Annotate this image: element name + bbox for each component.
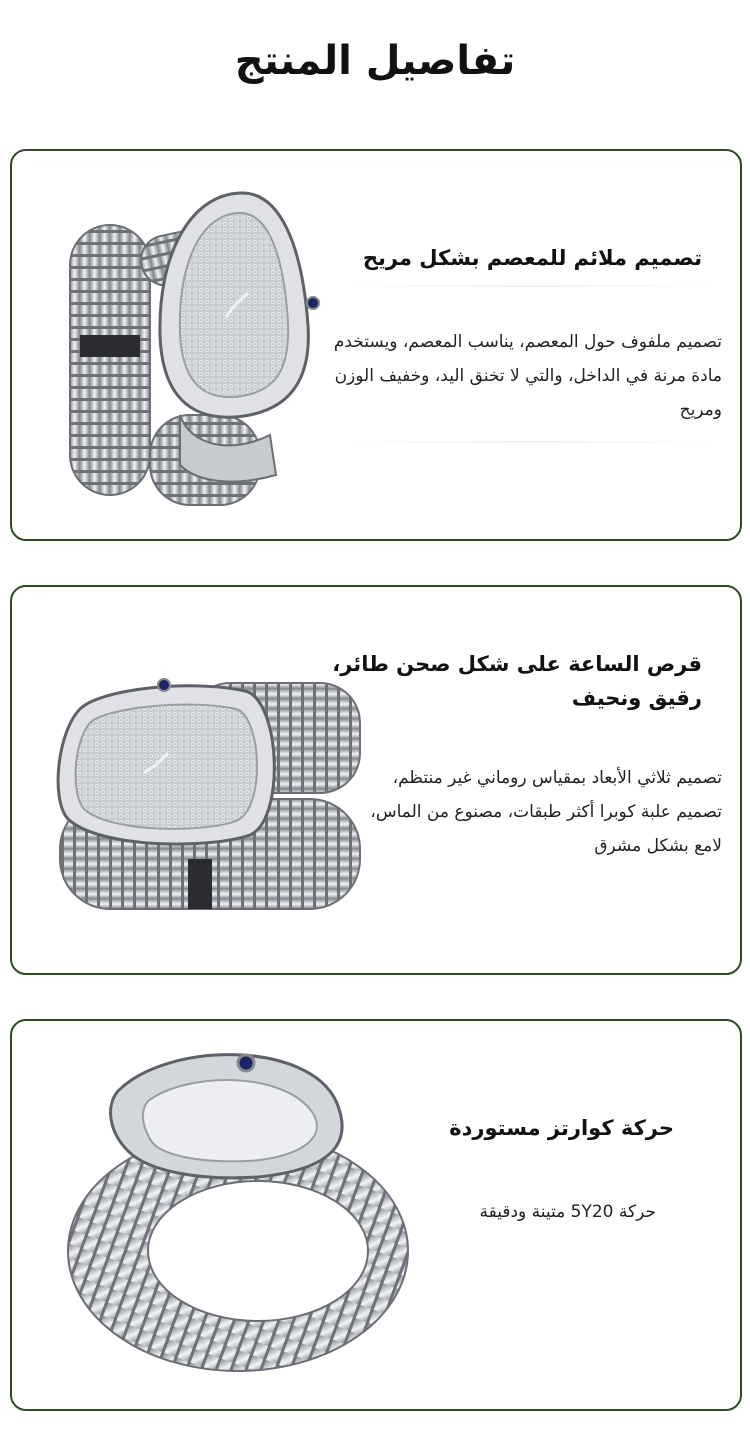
coiled-snake-watch-front-image [30,185,340,525]
feature-title: قرص الساعة على شكل صحن طائر، رقيق ونحيف [332,652,702,710]
coiled-snake-watch-back-image [58,1031,418,1401]
feature-card-movement [10,1019,742,1411]
feature-title: حركة كوارتز مستوردة [449,1116,674,1140]
feature-title: تصميم ملائم للمعصم بشكل مريح [362,246,702,270]
feature-card-wrist-fit [10,149,742,541]
feature-description: حركة 5Y20 متينة ودقيقة [479,1202,656,1222]
coiled-snake-watch-side-image [40,669,370,939]
feature-description: تصميم ملفوف حول المعصم، يناسب المعصم، ويستخدم مادة مرنة في الداخل، والتي لا تخنق اليد، وخفيف الوزن ومريح [333,332,722,420]
feature-card-dial [10,585,742,975]
page-title: تفاصيل المنتج [234,38,516,84]
feature-description: تصميم ثلاثي الأبعاد بمقياس روماني غير منتظم، تصميم علبة كوبرا أكثر طبقات، مصنوع من الماس، لامع بشكل مشرق [370,768,722,856]
